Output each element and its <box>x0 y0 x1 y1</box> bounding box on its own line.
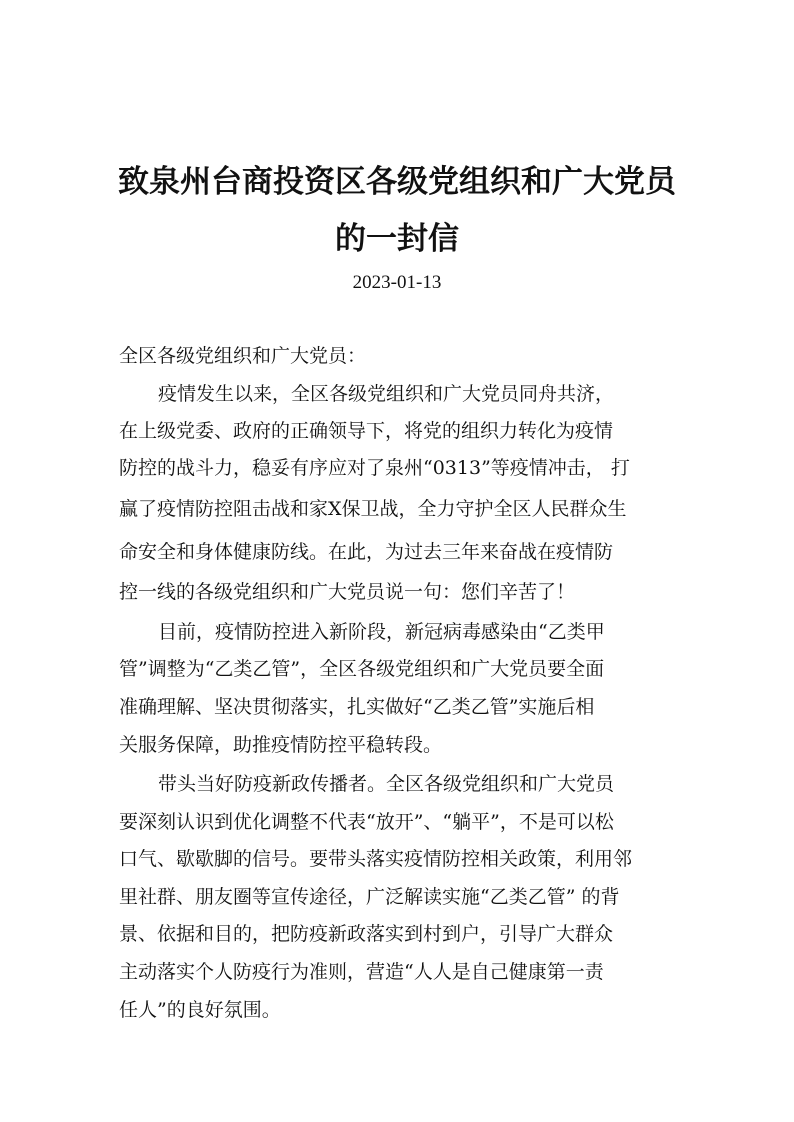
paragraph-line: 带头当好防疫新政传播者。全区各级党组织和广大党员 <box>158 773 615 795</box>
paragraph-line: 在上级党委、政府的正确领导下，将党的组织力转化为疫情 <box>119 420 614 442</box>
paragraph-line: 要深刻认识到优化调整不代表“放开”、“躺平”，不是可以松 <box>119 811 614 833</box>
paragraph-line: 准确理解、坚决贯彻落实，扎实做好“乙类乙管”实施后相 <box>119 696 595 718</box>
document-date: 2023-01-13 <box>352 272 442 293</box>
document-title-line-2: 的一封信 <box>335 221 459 257</box>
paragraph-line: 疫情发生以来，全区各级党组织和广大党员同舟共济， <box>158 383 615 405</box>
paragraph-line: 防控的战斗力，稳妥有序应对了泉州“0313”等疫情冲击， 打 <box>119 457 630 479</box>
paragraph-line: 命安全和身体健康防线。在此，为过去三年来奋战在疫情防 <box>119 541 614 563</box>
paragraph-line: 主动落实个人防疫行为准则，营造“人人是自己健康第一责 <box>119 961 604 983</box>
document-title-line-1: 致泉州台商投资区各级党组织和广大党员 <box>118 164 676 200</box>
paragraph-line: 控一线的各级党组织和广大党员说一句：您们辛苦了！ <box>119 581 576 603</box>
paragraph-line: 景、依据和目的，把防疫新政落实到村到户，引导广大群众 <box>119 923 614 945</box>
paragraph-line: 任人”的良好氛围。 <box>119 999 281 1021</box>
paragraph-line: 目前，疫情防控进入新阶段，新冠病毒感染由“乙类甲 <box>158 621 605 643</box>
paragraph-line: 关服务保障，助推疫情防控平稳转段。 <box>119 734 443 756</box>
paragraph-line: 里社群、朋友圈等宣传途径，广泛解读实施“乙类乙管” 的背 <box>119 886 620 908</box>
paragraph-line: 口气、歇歇脚的信号。要带头落实疫情防控相关政策，利用邻 <box>119 848 633 870</box>
salutation: 全区各级党组织和广大党员： <box>119 345 367 367</box>
paragraph-line: 管”调整为“乙类乙管”，全区各级党组织和广大党员要全面 <box>119 658 605 680</box>
paragraph-line: 赢了疫情防控阻击战和家X保卫战，全力守护全区人民群众生 <box>119 498 627 520</box>
